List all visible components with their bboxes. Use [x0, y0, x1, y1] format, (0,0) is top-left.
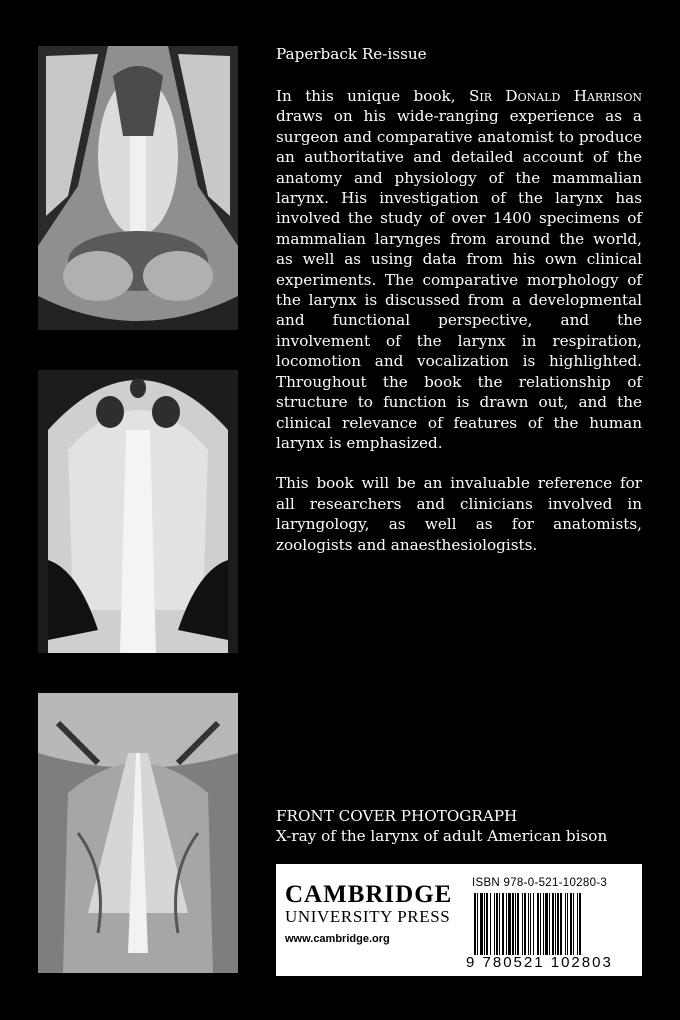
cover-photo-description: X-ray of the larynx of adult American bison	[276, 827, 608, 845]
isbn-label: ISBN 978-0-521-10280-3	[472, 877, 608, 889]
audience-paragraph: This book will be an invaluable reference for all researchers and clinicians involved in laryngology, as well as for anatomists, zoologists and anaesthesiologists.	[276, 474, 642, 554]
description-paragraph: In this unique book, Sir Donald Harrison draws on his wide-ranging experience as a surgeon and comparative anatomist to produce an authoritative and detailed account of the anatomy and physiology of the mammalian larynx. His investigation of the larynx has involved the study of over 1400 specimens of mammalian larynges from around the world, as well as using data from his own clinical experiments. The comparative morphology of the larynx is discussed from a developmental and functional perspective, and the involvement of the larynx in respiration, locomotion and vocalization is highlighted. Throughout the book the relationship of structure to function is drawn out, and the clinical relevance of features of the human larynx is emphasized.	[276, 87, 642, 452]
publisher-subtitle: UNIVERSITY PRESS	[285, 907, 451, 926]
book-description	[276, 86, 642, 575]
barcode-icon	[472, 893, 632, 955]
reissue-label: Paperback Re-issue	[276, 45, 427, 63]
publisher-barcode-panel	[276, 864, 642, 976]
larynx-section-photo-2	[38, 370, 238, 653]
publisher-name: CAMBRIDGE	[285, 881, 453, 908]
cover-photo-heading: FRONT COVER PHOTOGRAPH	[276, 807, 518, 825]
author-name: Sir Donald Harrison	[468, 87, 642, 105]
larynx-section-photo-1	[38, 46, 238, 330]
barcode-number: 9 780521 102803	[466, 954, 613, 971]
cambridge-logo	[285, 882, 452, 945]
larynx-section-photo-3	[38, 693, 238, 973]
cover-photo-caption	[276, 806, 642, 846]
publisher-url: www.cambridge.org	[285, 933, 390, 945]
